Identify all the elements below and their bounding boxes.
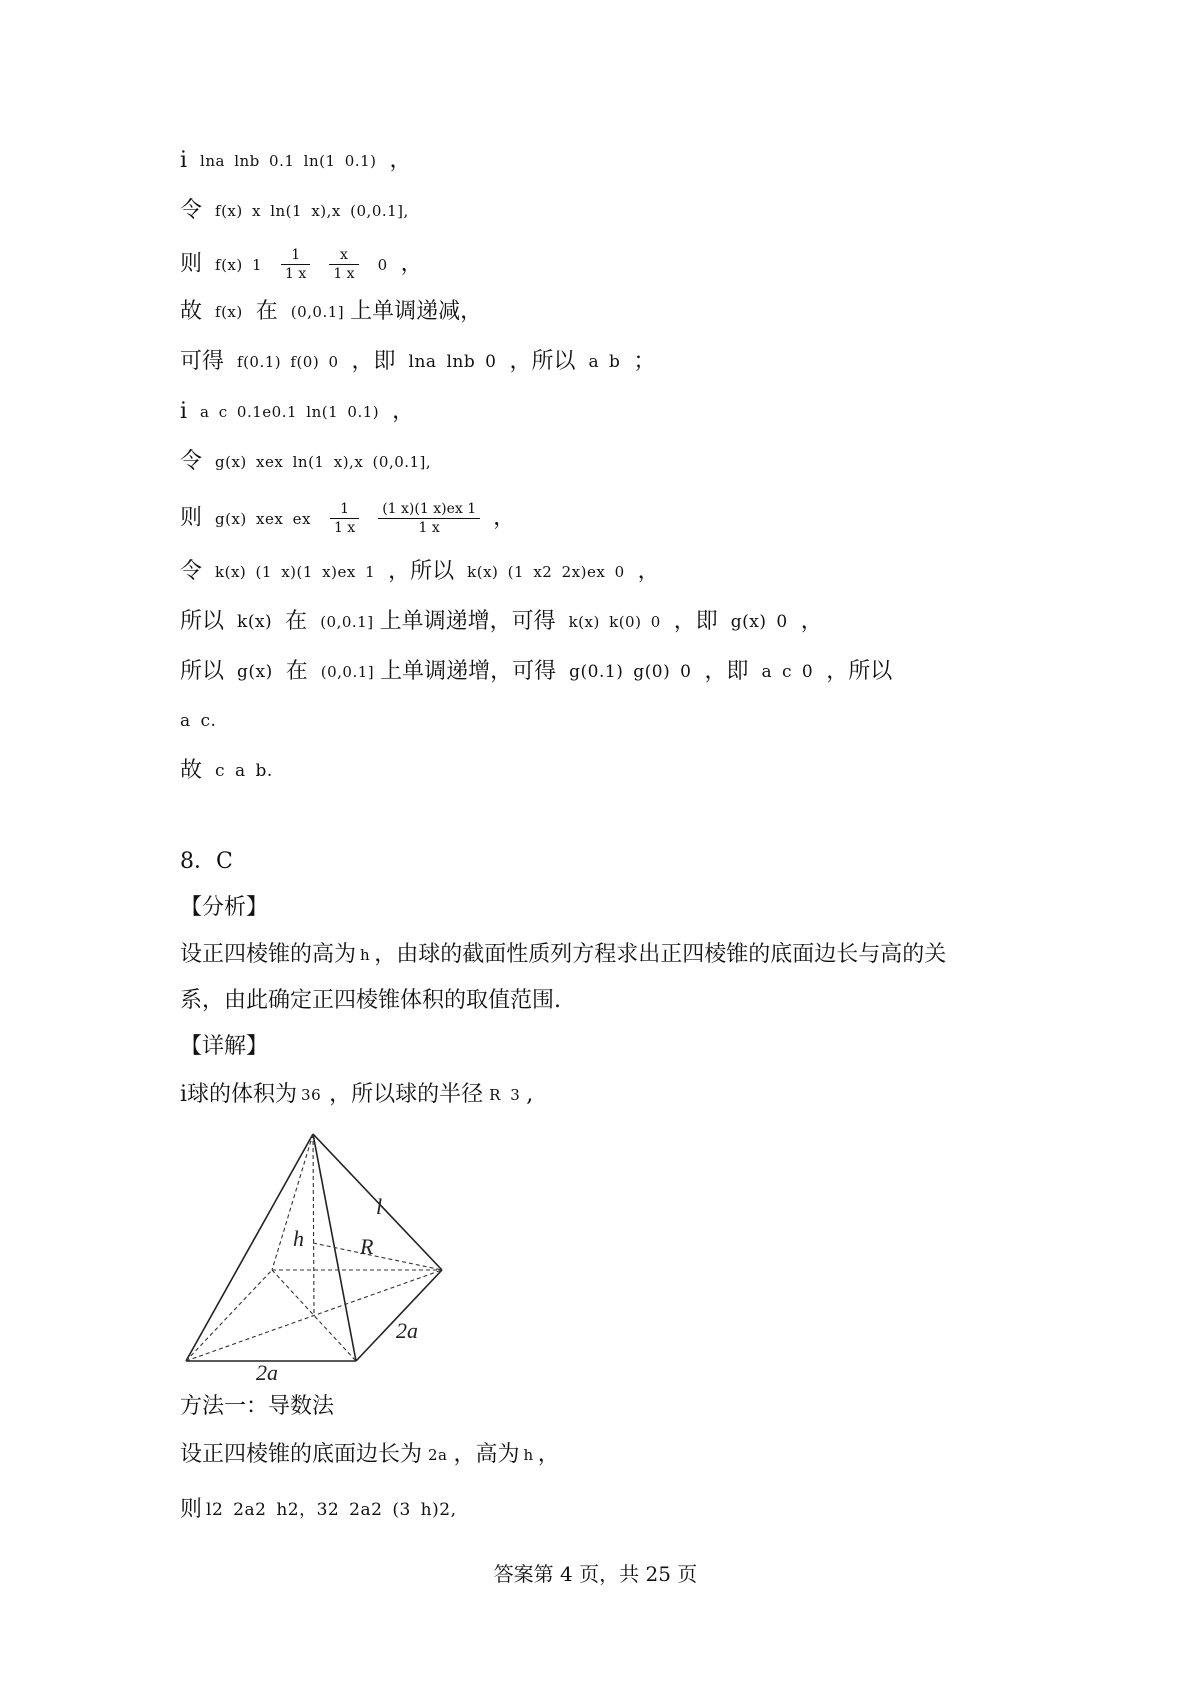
fraction-numerator: 1 <box>330 500 359 519</box>
text: 令 <box>180 449 203 474</box>
derivation-2-line-6 <box>180 657 1040 687</box>
math-expression: h <box>523 1446 534 1464</box>
text: ，所以 <box>826 659 893 684</box>
text: 在 <box>285 609 308 634</box>
pyramid-diagram <box>180 1118 450 1380</box>
derivation-2-line-2 <box>180 447 1040 477</box>
text: ，所以 <box>509 349 576 374</box>
math-expression: a c. <box>180 711 217 731</box>
derivation-2-line-4 <box>180 557 1040 587</box>
math-expression: f(x) x ln(1 x),x (0,0.1], <box>215 202 409 220</box>
math-expression: a c 0 <box>761 662 814 682</box>
math-expression: 0 <box>377 255 388 274</box>
text: 设正四棱锥的高为 <box>180 942 357 967</box>
fraction-numerator: x <box>329 246 358 265</box>
text: 在 <box>285 659 308 684</box>
text: ，高为 <box>453 1442 520 1467</box>
derivation-1-line-5 <box>180 347 1040 377</box>
punctuation: ， <box>392 399 415 424</box>
text: ，所以球的半径 <box>329 1082 484 1107</box>
math-expression: k(x) (1 x2 2x)ex 0 <box>467 563 625 581</box>
fraction-numerator: 1 <box>281 246 310 265</box>
math-expression: (0,0.1] <box>320 613 374 631</box>
fraction <box>329 246 358 283</box>
method-heading: 方法一：导数法 <box>180 1394 335 1419</box>
text: ，由球的截面性质列方程求出正四棱锥的底面边长与高的关 <box>374 942 947 967</box>
radius-line <box>313 1243 442 1270</box>
fraction-denominator: 1 x <box>333 520 356 536</box>
math-expression: a c 0.1e0.1 ln(1 0.1) <box>200 403 380 421</box>
derivation-1-line-3 <box>180 246 1040 283</box>
math-expression: (0,0.1] <box>290 303 345 321</box>
math-expression: h <box>360 946 371 964</box>
math-expression: R 3 <box>489 1086 521 1104</box>
page-footer: 答案第 4 页，共 25 页 <box>493 1562 698 1586</box>
method-line-2 <box>180 1440 1040 1470</box>
base-edge <box>356 1270 442 1361</box>
text: 在 <box>255 299 278 324</box>
derivation-2-line-7 <box>180 706 1040 736</box>
text: ，所以 <box>388 559 455 584</box>
text: 则 <box>180 251 203 277</box>
punctuation: ； <box>633 349 656 374</box>
text: 上单调递增，可得 <box>380 659 557 684</box>
detail-heading: 【详解】 <box>180 1034 269 1059</box>
fraction <box>330 500 359 537</box>
fraction-denominator: 1 x <box>285 266 307 282</box>
text: 可得 <box>180 349 225 374</box>
math-expression: g(0.1) g(0) 0 <box>569 662 692 682</box>
math-expression: a b <box>588 352 621 372</box>
punctuation: ， <box>637 559 660 584</box>
label-base-2a: 2a <box>256 1360 278 1380</box>
text: 则 <box>180 505 203 531</box>
math-expression: 2a <box>428 1446 448 1464</box>
derivation-2-line-1 <box>180 397 1040 427</box>
label-h: h <box>293 1226 304 1251</box>
text: 上单调递减， <box>350 299 483 324</box>
math-expression: l2 2a2 h2，32 2a2 (3 h)2, <box>206 1500 457 1520</box>
math-expression: g(x) 0 <box>730 612 788 632</box>
math-expression: f(0.1) f(0) 0 <box>237 353 339 371</box>
fraction <box>281 246 310 283</box>
analysis-line-2: 系，由此确定正四棱锥体积的取值范围. <box>180 988 561 1013</box>
question-number-answer: 8．C <box>180 849 233 874</box>
label-R: R <box>360 1234 374 1259</box>
math-expression: 36 <box>301 1086 322 1104</box>
math-expression: c a b. <box>215 761 273 781</box>
math-expression: lna lnb 0.1 ln(1 0.1) <box>200 152 377 170</box>
text: 所以 <box>180 609 225 634</box>
math-expression: g(x) xex ex <box>215 509 311 528</box>
fraction <box>378 500 480 537</box>
text: ，即 <box>704 659 749 684</box>
fraction-denominator: 1 x <box>333 266 355 282</box>
punctuation: ， <box>493 505 516 531</box>
punctuation: ， <box>400 251 423 277</box>
punctuation: ， <box>389 148 412 173</box>
text: 则 <box>180 1497 203 1522</box>
text: 故 <box>180 299 203 324</box>
analysis-heading: 【分析】 <box>180 895 269 920</box>
math-expression: k(x) k(0) 0 <box>568 613 661 631</box>
text: ，即 <box>673 609 718 634</box>
text: i球的体积为 <box>180 1082 298 1107</box>
derivation-2-line-5 <box>180 607 1040 637</box>
math-expression: f(x) 1 <box>215 255 263 274</box>
label-l: l <box>376 1194 383 1219</box>
math-expression: f(x) <box>215 303 243 321</box>
text: 所以 <box>180 659 225 684</box>
fraction-denominator: 1 x <box>418 520 440 536</box>
text: 故 <box>180 758 203 783</box>
derivation-2-line-3 <box>180 500 1040 537</box>
derivation-1-line-1 <box>180 146 1040 176</box>
analysis-line-1 <box>180 940 1040 970</box>
derivation-1-line-4 <box>180 297 1040 327</box>
height-line <box>313 1134 314 1315</box>
math-expression: lna lnb 0 <box>408 352 497 372</box>
text: 令 <box>180 559 203 584</box>
text: 上单调递增，可得 <box>379 609 556 634</box>
fraction-numerator: (1 x)(1 x)ex 1 <box>378 500 480 519</box>
punctuation: ， <box>800 609 823 634</box>
text: ，即 <box>351 349 396 374</box>
punctuation: ， <box>537 1442 560 1467</box>
math-expression: g(x) <box>237 662 273 682</box>
math-symbol: i <box>180 399 188 424</box>
derivation-1-line-2 <box>180 196 1040 226</box>
punctuation: , <box>526 1082 534 1107</box>
math-expression: k(x) (1 x)(1 x)ex 1 <box>215 563 376 581</box>
text: 令 <box>180 198 203 223</box>
math-expression: k(x) <box>237 612 273 632</box>
derivation-2-line-8 <box>180 756 1040 786</box>
detail-line-1 <box>180 1080 1040 1110</box>
method-line-3 <box>180 1495 1040 1525</box>
math-expression: (0,0.1] <box>320 663 375 681</box>
math-symbol: i <box>180 148 188 173</box>
label-side-2a: 2a <box>396 1318 418 1343</box>
math-expression: g(x) xex ln(1 x),x (0,0.1], <box>215 453 432 471</box>
text: 设正四棱锥的底面边长为 <box>180 1442 423 1467</box>
